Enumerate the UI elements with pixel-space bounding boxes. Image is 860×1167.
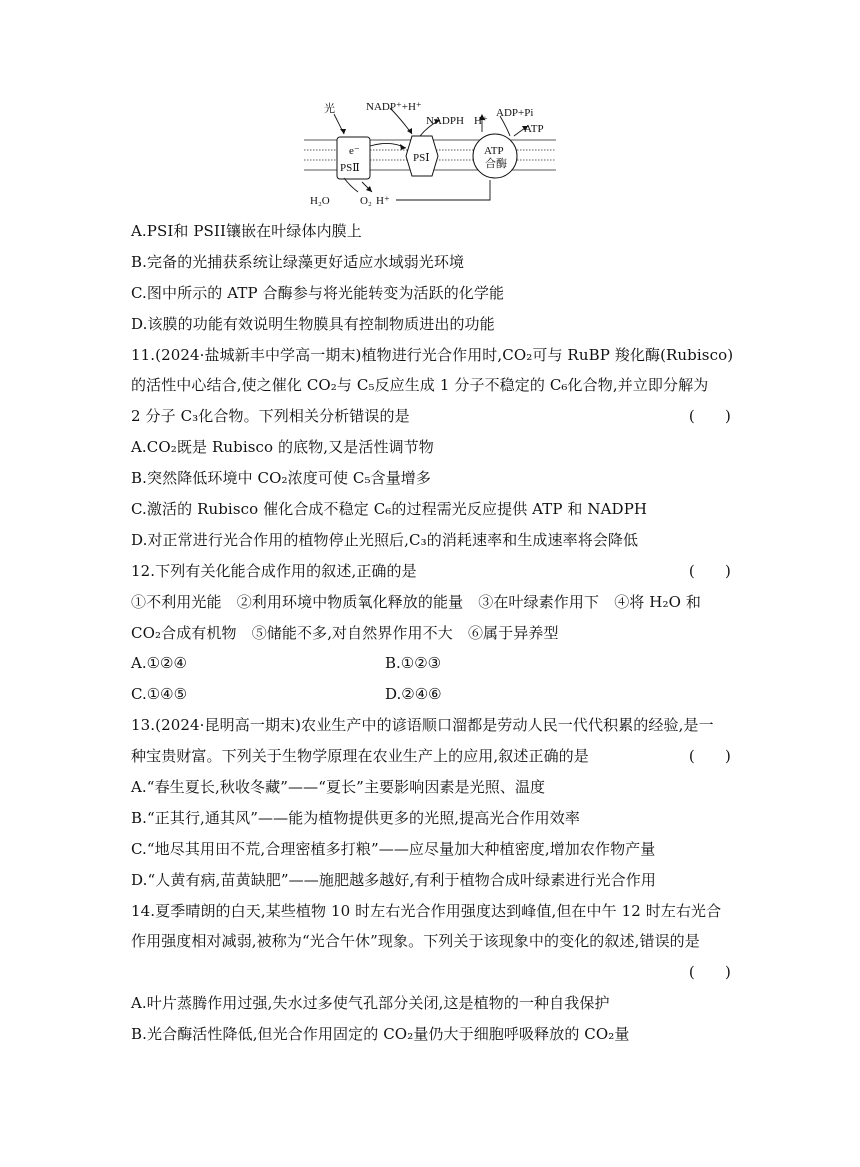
h2o-label: H₂O <box>310 195 330 207</box>
q10-option-d: D.该膜的功能有效说明生物膜具有控制物质进出的功能 <box>131 314 495 333</box>
q11-stem-line-3 <box>131 401 731 432</box>
ps2-label: PSⅡ <box>340 162 360 174</box>
atp-synthase-label-1: ATP <box>484 145 504 157</box>
q13-option-c: C.“地尽其用田不荒,合理密植多打粮”——应尽量加大种植密度,增加农作物产量 <box>131 839 656 858</box>
q11-option-b: B.突然降低环境中 CO₂浓度可使 C₅含量增多 <box>131 469 432 488</box>
q12-stem-line-3: CO₂合成有机物 ⑤储能不多,对自然界作用不大 ⑥属于异养型 <box>131 623 559 642</box>
q11-option-d: D.对正常进行光合作用的植物停止光照后,C₃的消耗速率和生成速率将会降低 <box>131 530 639 549</box>
electron-label: e⁻ <box>349 145 360 157</box>
q11-stem-line-1: 11.(2024·盐城新丰中学高一期末)植物进行光合作用时,CO₂可与 RuBP 羧化酶(Rubisco) <box>131 345 734 364</box>
q12-option-d: D.②④⑥ <box>385 685 442 704</box>
q13-stem-line-1: 13.(2024·昆明高一期末)农业生产中的谚语顺口溜都是劳动人民一代代积累的经验,是一 <box>131 716 714 735</box>
q12-option-b: B.①②③ <box>385 654 442 673</box>
q10-option-a: A.PSI和 PSII镶嵌在叶绿体内膜上 <box>131 222 362 240</box>
answer-parentheses: ( ) <box>688 747 731 766</box>
h-plus-top-label: H⁺ <box>474 115 488 127</box>
q13-stem-text: 种宝贵财富。下列关于生物学原理在农业生产上的应用,叙述正确的是 <box>131 747 589 766</box>
q12-stem-line-1 <box>131 556 731 587</box>
q14-option-a: A.叶片蒸腾作用过强,失水过多使气孔部分关闭,这是植物的一种自我保护 <box>131 994 610 1013</box>
nadp-plus-label: NADP⁺+H⁺ <box>366 101 422 113</box>
q12-options-row-2 <box>131 679 731 710</box>
answer-parentheses: ( ) <box>688 963 731 982</box>
q14-option-b: B.光合酶活性降低,但光合作用固定的 CO₂量仍大于细胞呼吸释放的 CO₂量 <box>131 1025 630 1044</box>
o2-label: O₂ <box>360 195 372 207</box>
q13-stem-line-2 <box>131 741 731 772</box>
q11-option-c: C.激活的 Rubisco 催化合成不稳定 C₆的过程需光反应提供 ATP 和 NADPH <box>131 500 648 519</box>
atp-label: ATP <box>524 123 544 135</box>
q12-option-c: C.①④⑤ <box>131 685 188 704</box>
q13-option-b: B.“正其行,通其风”——能为植物提供更多的光照,提高光合作用效率 <box>131 808 580 827</box>
q12-stem-line-2: ①不利用光能 ②利用环境中物质氧化释放的能量 ③在叶绿素作用下 ④将 H₂O 和 <box>131 592 701 611</box>
q14-stem-line-1: 14.夏季晴朗的白天,某些植物 10 时左右光合作用强度达到峰值,但在中午 12 时左右光合 <box>131 901 722 920</box>
adp-pi-label: ADP+Pi <box>496 107 534 119</box>
q14-stem-line-2: 作用强度相对减弱,被称为“光合午休”现象。下列关于该现象中的变化的叙述,错误的是 <box>131 932 700 951</box>
q10-option-c: C.图中所示的 ATP 合酶参与将光能转变为活跃的化学能 <box>131 283 505 302</box>
answer-parentheses: ( ) <box>688 561 731 580</box>
nadph-label: NADPH <box>426 115 464 127</box>
q12-stem-text: 12.下列有关化能合成作用的叙述,正确的是 <box>131 561 417 580</box>
light-label: 光 <box>324 103 335 115</box>
q11-stem-line-2: 的活性中心结合,使之催化 CO₂与 C₅反应生成 1 分子不稳定的 C₆化合物,并立即分解为 <box>131 376 709 395</box>
q10-option-b: B.完备的光捕获系统让绿藻更好适应水域弱光环境 <box>131 252 465 271</box>
atp-synthase-label-2: 合酶 <box>485 158 507 170</box>
q12-option-a: A.①②④ <box>131 654 187 673</box>
thylakoid-membrane-diagram <box>300 96 560 212</box>
q11-option-a: A.CO₂既是 Rubisco 的底物,又是活性调节物 <box>131 438 434 457</box>
q11-stem-text: 2 分子 C₃化合物。下列相关分析错误的是 <box>131 407 410 426</box>
question-text <box>131 216 734 1050</box>
q12-options-row-1 <box>131 648 731 679</box>
q13-option-d: D.“人黄有病,苗黄缺肥”——施肥越多越好,有利于植物合成叶绿素进行光合作用 <box>131 870 656 889</box>
h-plus-bottom-label: H⁺ <box>376 195 390 207</box>
ps1-label: PSⅠ <box>413 152 430 164</box>
answer-parentheses: ( ) <box>688 407 731 426</box>
q13-option-a: A.“春生夏长,秋收冬藏”——“夏长”主要影响因素是光照、温度 <box>131 778 546 797</box>
q14-paren-line <box>131 957 731 988</box>
